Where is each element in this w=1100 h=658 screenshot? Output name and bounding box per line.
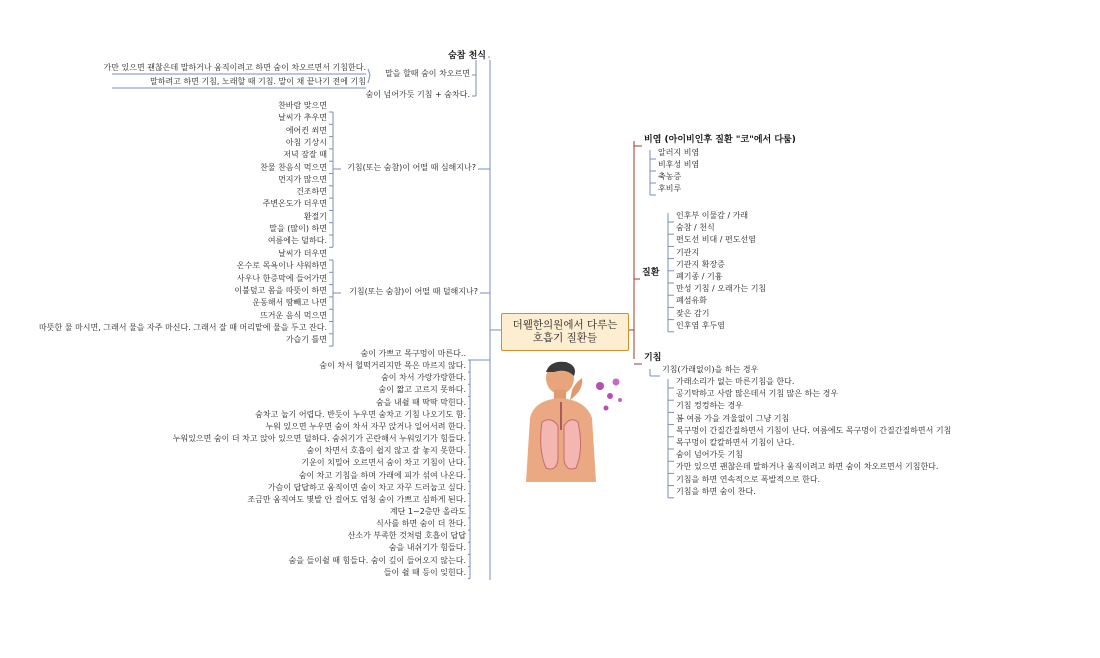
right-branch-2-item-5[interactable]: 목구멍이 칼칼하면서 기침이 난다. xyxy=(676,438,795,447)
right-branch-1-item-1[interactable]: 숨참 / 천식 xyxy=(676,223,715,233)
right-branch-1-item-6[interactable]: 만성 기침 / 오래가는 기침 xyxy=(676,284,767,294)
branch-2-item-7[interactable]: 가습기 틀면 xyxy=(285,335,327,345)
branch-3-item-1[interactable]: 숨이 차서 헐떡거리지만 목은 마르지 않다. xyxy=(319,361,466,371)
right-branch-1-item-0[interactable]: 인후부 이물감 / 가래 xyxy=(676,211,749,220)
branch-1-item-9[interactable]: 환절기 xyxy=(303,211,327,221)
branch-2-item-5[interactable]: 뜨거운 음식 먹으면 xyxy=(260,310,327,320)
branch-1-item-10[interactable]: 말을 (많이) 하면 xyxy=(269,224,327,233)
branch-1-item-3[interactable]: 아침 기상시 xyxy=(285,137,327,147)
branch-2-item-4[interactable]: 운동해서 땀빼고 나면 xyxy=(252,298,327,308)
right-branch-2-item-3[interactable]: 봄 여름 가을 겨울없이 그냥 기침 xyxy=(676,413,790,423)
right-branch-0-item-0[interactable]: 알러지 비염 xyxy=(658,148,700,157)
branch-3-item-14[interactable]: 식사를 하면 숨이 더 찬다. xyxy=(376,519,466,529)
right-branch-1-item-7[interactable]: 폐섬유화 xyxy=(676,296,707,306)
branch-1-item-2[interactable]: 에어컨 쐬면 xyxy=(285,125,327,135)
branch-3-item-13[interactable]: 계단 1~2층만 올라도 xyxy=(389,506,466,516)
right-branch-2-item-2[interactable]: 기침 컹컹하는 경우 xyxy=(676,401,743,411)
branch-1-item-7[interactable]: 건조하면 xyxy=(296,187,327,197)
right-branch-2-item-8[interactable]: 기침을 하면 연속적으로 폭발적으로 한다. xyxy=(676,474,821,484)
branch-3-item-8[interactable]: 숨이 차면서 호흡이 쉽지 않고 잘 놓지 못한다. xyxy=(306,446,466,456)
branch-3-item-7[interactable]: 누워있으면 숨이 더 차고 앉아 있으면 덜하다. 숨쉬기가 곤란해서 누워있기가 힘들다. xyxy=(172,434,466,444)
right-branch-1-item-2[interactable]: 편도선 비대 / 편도선염 xyxy=(676,235,756,245)
right-branch-0-item-3[interactable]: 후비루 xyxy=(658,184,682,193)
branch-1-item-6[interactable]: 먼지가 많으면 xyxy=(278,174,327,184)
right-branch-2-item-1[interactable]: 공기탁하고 사람 많은데서 기침 많은 하는 경우 xyxy=(676,389,839,399)
branch-3-item-10[interactable]: 숨이 차고 기침을 하며 가래에 피가 섞여 나온다. xyxy=(298,470,466,480)
right-branch-1-item-8[interactable]: 잦은 감기 xyxy=(676,308,710,318)
branch-3-item-0[interactable]: 숨이 가쁘고 목구멍이 마른다.. xyxy=(360,349,466,358)
right-branch-1-item-9[interactable]: 인후염 후두염 xyxy=(676,320,725,330)
branch-1-item-0[interactable]: 찬바람 맞으면 xyxy=(278,101,327,110)
branch-2-item-6[interactable]: 따뜻한 물 마시면, 그래서 물을 자주 마신다. 그래서 잘 때 머리맡에 물을 두고 잔다. xyxy=(39,322,327,332)
right-branch-2-item-9[interactable]: 기침을 하면 숨이 찬다. xyxy=(676,486,756,496)
connector xyxy=(368,75,370,83)
lung-patient-illustration xyxy=(520,360,632,482)
right-branch-0-item-1[interactable]: 비후성 비염 xyxy=(658,160,700,169)
branch-1-item-1[interactable]: 날씨가 추우면 xyxy=(278,113,327,123)
right-branch-title-1[interactable]: 질환 xyxy=(642,268,660,278)
right-branch-2-item-0[interactable]: 가래소리가 없는 마른기침을 한다. xyxy=(676,377,795,386)
branch-3-item-12[interactable]: 조금만 움직여도 몇발 안 걸어도 엄청 숨이 가쁘고 심하게 된다. xyxy=(247,494,466,504)
branch-3-item-4[interactable]: 숨을 내쉴 때 딱딱 막힌다. xyxy=(376,397,466,407)
branch-3-item-3[interactable]: 숨이 짧고 고르지 못하다. xyxy=(378,385,466,395)
branch-1-item-11[interactable]: 여름에는 덜하다. xyxy=(267,236,327,246)
right-branch-2-sub[interactable]: 기침(가래없이)을 하는 경우 xyxy=(662,365,759,374)
branch-3-item-18[interactable]: 들이 쉴 때 등이 잊힌다. xyxy=(383,567,466,577)
branch-2-item-3[interactable]: 이불덮고 몸을 따뜻이 하면 xyxy=(234,285,327,295)
right-branch-1-item-5[interactable]: 폐기종 / 기흉 xyxy=(676,272,723,281)
right-branch-1-item-3[interactable]: 기관지 xyxy=(676,247,700,257)
central-topic-line2: 호흡기 질환들 xyxy=(532,332,598,344)
right-branch-2-item-7[interactable]: 가만 있으면 괜찮은데 말하거나 움직이려고 하면 숨이 차오르면서 기침한다. xyxy=(676,462,939,472)
right-branch-0-item-2[interactable]: 축농증 xyxy=(658,172,682,181)
branch-0-item-0[interactable]: 말을 할때 숨이 차오르면 xyxy=(385,69,470,78)
branch-0-child-1[interactable]: 말하려고 하면 기침, 노래할 때 기침. 말이 채 끝나기 전에 기침 xyxy=(150,77,366,86)
branch-3-item-17[interactable]: 숨을 들이쉴 때 힘들다. 숨이 깊이 들어오지 않는다. xyxy=(288,555,466,565)
branch-2-item-0[interactable]: 날씨가 더우면 xyxy=(278,249,327,258)
branch-0-item-1[interactable]: 숨이 넘어가듯 기침 + 숨차다. xyxy=(365,90,470,99)
branch-3-item-16[interactable]: 숨을 내쉬기가 힘들다. xyxy=(388,543,466,553)
branch-1-item-8[interactable]: 주변온도가 더우면 xyxy=(262,199,327,209)
connector xyxy=(368,69,370,75)
branch-2-item-1[interactable]: 온수로 목욕이나 샤워하면 xyxy=(236,261,327,271)
branch-1-item-5[interactable]: 찬물 찬음식 먹으면 xyxy=(260,162,327,172)
branch-title-0[interactable]: 숨참 천식 xyxy=(448,51,486,61)
branch-title-1[interactable]: 기침(또는 숨참)이 어떨 때 심해지나? xyxy=(347,163,476,172)
branch-title-2[interactable]: 기침(또는 숨참)이 어떨 때 덜해지나? xyxy=(349,287,478,296)
right-branch-title-0[interactable]: 비염 (아이비인후 질환 "코"에서 다룸) xyxy=(644,135,796,145)
branch-3-item-15[interactable]: 산소가 부족한 것처럼 호흡이 답답 xyxy=(347,531,466,541)
central-topic-line1: 더웰한의원에서 다루는 xyxy=(512,319,618,331)
branch-3-item-2[interactable]: 숨이 차서 가랑가랑한다. xyxy=(381,373,466,383)
branch-3-item-11[interactable]: 가슴이 답답하고 움직이면 숨이 차고 자꾸 드러눕고 싶다. xyxy=(267,482,466,492)
branch-3-item-9[interactable]: 기운이 치밀어 오르면서 숨이 차고 기침이 난다. xyxy=(301,458,466,468)
branch-3-item-6[interactable]: 누워 있으면 누우면 숨이 차서 자꾸 앉거나 일어서려 한다. xyxy=(265,421,466,431)
right-branch-2-item-4[interactable]: 목구멍이 간질간질하면서 기침이 난다. 여름에도 목구멍이 간질간질하면서 기침 xyxy=(676,425,952,435)
right-branch-title-2[interactable]: 기침 xyxy=(644,353,662,363)
right-branch-1-item-4[interactable]: 기관지 확장증 xyxy=(676,259,725,269)
branch-3-item-5[interactable]: 숨차고 눕기 어렵다. 반듯이 누우면 숨차고 기침 나오기도 함. xyxy=(255,409,466,419)
branch-0-child-0[interactable]: 가만 있으면 괜찮은데 말하거나 움직이려고 하면 숨이 차오르면서 기침한다. xyxy=(103,63,366,72)
branch-2-item-2[interactable]: 사우나 한증막에 들어가면 xyxy=(236,273,327,283)
branch-1-item-4[interactable]: 저녁 잠잘 때 xyxy=(283,150,327,160)
central-topic[interactable] xyxy=(501,313,629,351)
right-branch-2-item-6[interactable]: 숨이 넘어가듯 기침 xyxy=(676,450,743,460)
